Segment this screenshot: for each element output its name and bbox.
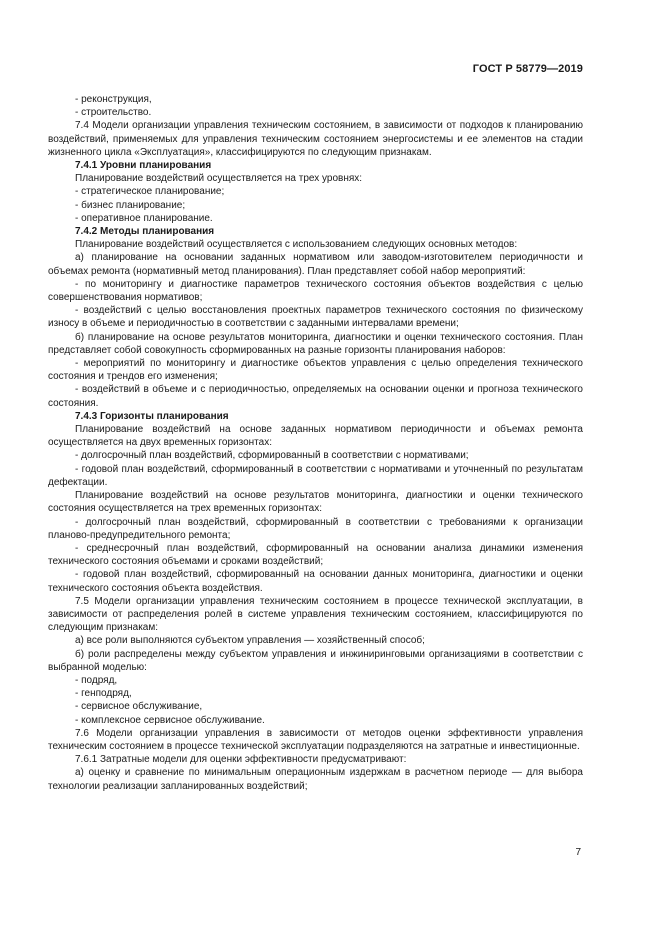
paragraph: б) планирование на основе результатов мониторинга, диагностики и оценки технического состояния. План представляет собой совокупность сформированных на разные горизонты планирования наборов:	[48, 331, 583, 356]
paragraph: б) роли распределены между субъектом управления и инжиниринговыми организациями в соответствии с выбранной моделью:	[48, 648, 583, 673]
paragraph: Планирование воздействий осуществляется с использованием следующих основных методов:	[75, 239, 518, 251]
page-number: 7	[575, 847, 581, 858]
list-item: - годовой план воздействий, сформированный в соответствии с нормативами и уточненный по результатам дефектации.	[48, 463, 583, 488]
section-heading: 7.4.1 Уровни планирования	[75, 160, 212, 172]
list-item: - комплексное сервисное обслуживание.	[75, 714, 265, 726]
paragraph: Планирование воздействий на основе заданных нормативом периодичности и объемах ремонта осуществляется на двух временных горизонтах:	[48, 424, 583, 449]
paragraph: 7.5 Модели организации управления техническим состоянием в процессе технической эксплуатации, в зависимости от распределения ролей в системе управления техническим состоянием, классифицируются по следующим признакам:	[48, 595, 583, 634]
list-item: - по мониторингу и диагностике параметров технического состояния объектов воздействия с целью совершенствования нормативов;	[48, 278, 583, 304]
list-item: - оперативное планирование.	[75, 212, 213, 224]
document-code: ГОСТ Р 58779—2019	[472, 63, 583, 75]
list-item: - реконструкция,	[75, 94, 152, 105]
paragraph: 7.6.1 Затратные модели для оценки эффективности предусматривают:	[75, 754, 407, 766]
list-item: - годовой план воздействий, сформированный на основании данных мониторинга, диагностики и оценки технического состояния объекта воздействия.	[48, 569, 583, 594]
paragraph: 7.6 Модели организации управления в зависимости от методов оценки эффективности управления техническим состоянием в процессе технической эксплуатации подразделяются на затратные и инвестиционные.	[48, 727, 583, 752]
paragraph: 7.4 Модели организации управления техническим состоянием, в зависимости от подходов к планированию воздействий, применяемых для управления техническим состоянием энергосистемы и ее элементов на стадии жизненного цикла «Эксплуатация», классифицируются по следующим признакам.	[48, 120, 583, 158]
list-item: - воздействий с целью восстановления проектных параметров технического состояния по физическому износу в объеме и периодичностью в соответствии с заданными интервалами времени;	[48, 305, 583, 330]
paragraph: Планирование воздействий на основе результатов мониторинга, диагностики и оценки технического состояния осуществляется на трех временных горизонтах:	[48, 490, 583, 515]
list-item: - строительство.	[75, 107, 152, 119]
list-item: - подряд,	[75, 674, 118, 686]
paragraph: Планирование воздействий осуществляется на трех уровнях:	[75, 173, 363, 185]
paragraph: а) оценку и сравнение по минимальным операционным издержкам в расчетном периоде — для выбора технологии реализации запланированных воздействий;	[48, 767, 583, 792]
paragraph: а) планирование на основании заданных нормативом или заводом-изготовителем периодичности и объемах ремонта (нормативный метод планирования). План представляет собой набор мероприятий:	[48, 252, 583, 277]
list-item: - среднесрочный план воздействий, сформированный на основании анализа динамики изменения технического состояния объемами и сроками воздействий;	[48, 542, 583, 568]
list-item: - долгосрочный план воздействий, сформированный в соответствии с требованиями к организации планово-предупредительного ремонта;	[48, 516, 583, 541]
list-item: - стратегическое планирование;	[75, 186, 225, 198]
list-item: - бизнес планирование;	[75, 199, 186, 211]
list-item: - генподряд,	[75, 688, 132, 700]
list-item: - долгосрочный план воздействий, сформированный в соответствии с нормативами;	[75, 450, 469, 462]
section-heading: 7.4.2 Методы планирования	[75, 226, 215, 238]
list-item: - сервисное обслуживание,	[75, 701, 203, 713]
list-item: - мероприятий по мониторингу и диагностике объектов управления с целью определения технического состояния и трендов его изменения;	[48, 358, 583, 383]
document-body	[48, 93, 583, 793]
paragraph: а) все роли выполняются субъектом управления — хозяйственный способ;	[75, 635, 425, 647]
list-item: - воздействий в объеме и с периодичностью, определяемых на основании оценки и прогноза технического состояния.	[48, 384, 583, 409]
section-heading: 7.4.3 Горизонты планирования	[75, 410, 229, 422]
